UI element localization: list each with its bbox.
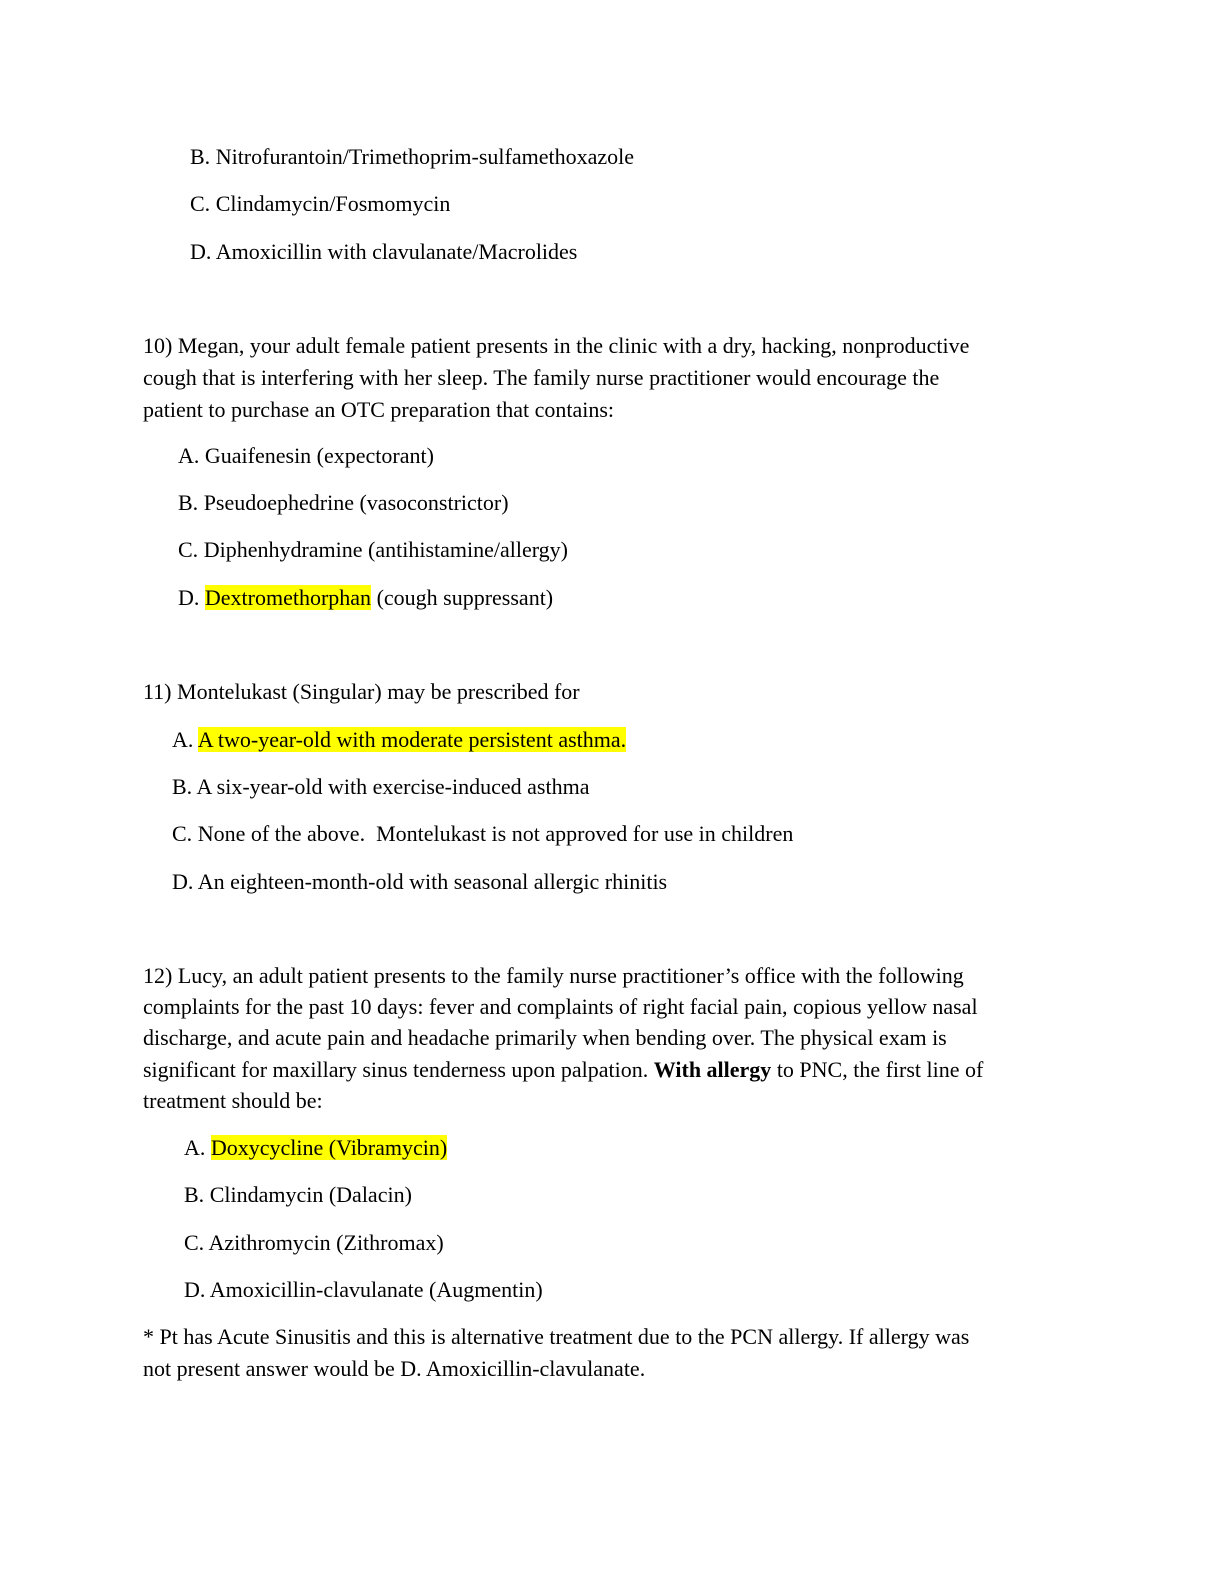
option-text: Guaifenesin (expectorant) xyxy=(204,443,434,468)
q10-stem-line-1: 10) Megan, your adult female patient presents in the clinic with a dry, hacking, nonproductive xyxy=(143,333,970,358)
option-letter: B. xyxy=(184,1182,205,1207)
q12-option-a xyxy=(184,1132,447,1164)
option-letter: B. xyxy=(190,144,211,169)
answer-highlight: Doxycycline (Vibramycin) xyxy=(210,1135,448,1160)
option-letter: B. xyxy=(172,774,193,799)
q12-note-line-2: not present answer would be D. Amoxicillin-clavulanate. xyxy=(143,1356,646,1381)
option-text: (cough suppressant) xyxy=(371,585,554,610)
q9-option-b xyxy=(190,141,634,173)
option-text: Azithromycin (Zithromax) xyxy=(208,1230,444,1255)
option-text: None of the above. Montelukast is not approved for use in children xyxy=(197,821,794,846)
q10-option-c xyxy=(178,534,568,566)
option-letter: D. xyxy=(178,585,200,610)
option-letter: A. xyxy=(178,443,200,468)
q10-stem-line-2: cough that is interfering with her sleep. The family nurse practitioner would encourage the xyxy=(143,365,940,390)
q11-stem: 11) Montelukast (Singular) may be prescribed for xyxy=(143,679,580,704)
stem-text: to PNC, the first line of xyxy=(771,1057,984,1082)
option-letter: A. xyxy=(172,727,194,752)
stem-emphasis: With allergy xyxy=(653,1057,772,1082)
q10-option-a xyxy=(178,440,434,472)
answer-highlight: Dextromethorphan xyxy=(204,585,372,610)
option-text: Amoxicillin with clavulanate/Macrolides xyxy=(215,239,578,264)
option-letter: D. xyxy=(184,1277,206,1302)
q11-option-b xyxy=(172,771,589,803)
option-letter: C. xyxy=(184,1230,205,1255)
option-letter: A. xyxy=(184,1135,206,1160)
option-letter: C. xyxy=(190,191,211,216)
q9-option-d xyxy=(190,236,577,268)
option-text: Nitrofurantoin/Trimethoprim-sulfamethoxazole xyxy=(215,144,635,169)
option-letter: D. xyxy=(190,239,212,264)
q10-option-b xyxy=(178,487,509,519)
q12-option-b xyxy=(184,1179,412,1211)
option-text: Amoxicillin-clavulanate (Augmentin) xyxy=(209,1277,543,1302)
option-text: Clindamycin (Dalacin) xyxy=(209,1182,412,1207)
q11-option-a xyxy=(172,724,626,756)
option-text: A six-year-old with exercise-induced asthma xyxy=(196,774,590,799)
option-text: An eighteen-month-old with seasonal allergic rhinitis xyxy=(197,869,668,894)
q11-option-c xyxy=(172,818,793,850)
option-text: Diphenhydramine (antihistamine/allergy) xyxy=(203,537,569,562)
option-letter: D. xyxy=(172,869,194,894)
q12-stem-line-4 xyxy=(143,1054,983,1086)
q9-option-c xyxy=(190,188,450,220)
q12-option-c xyxy=(184,1227,444,1259)
answer-highlight: A two-year-old with moderate persistent asthma. xyxy=(197,727,627,752)
q10-option-d xyxy=(178,582,553,614)
option-letter: C. xyxy=(172,821,193,846)
option-letter: C. xyxy=(178,537,199,562)
option-text: Pseudoephedrine (vasoconstrictor) xyxy=(203,490,509,515)
q12-stem-line-3: discharge, and acute pain and headache primarily when bending over. The physical exam is xyxy=(143,1025,947,1050)
q12-stem-line-2: complaints for the past 10 days: fever and complaints of right facial pain, copious yellow nasal xyxy=(143,994,978,1019)
stem-text: significant for maxillary sinus tenderness upon palpation. xyxy=(143,1057,654,1082)
q11-option-d xyxy=(172,866,667,898)
q12-option-d xyxy=(184,1274,543,1306)
q12-stem-line-5: treatment should be: xyxy=(143,1088,323,1113)
q10-stem-line-3: patient to purchase an OTC preparation that contains: xyxy=(143,397,615,422)
option-text: Clindamycin/Fosmomycin xyxy=(215,191,451,216)
option-letter: B. xyxy=(178,490,199,515)
q12-stem-line-1: 12) Lucy, an adult patient presents to the family nurse practitioner’s office with the following xyxy=(143,963,964,988)
q12-note-line-1: * Pt has Acute Sinusitis and this is alternative treatment due to the PCN allergy. If allergy was xyxy=(143,1324,970,1349)
